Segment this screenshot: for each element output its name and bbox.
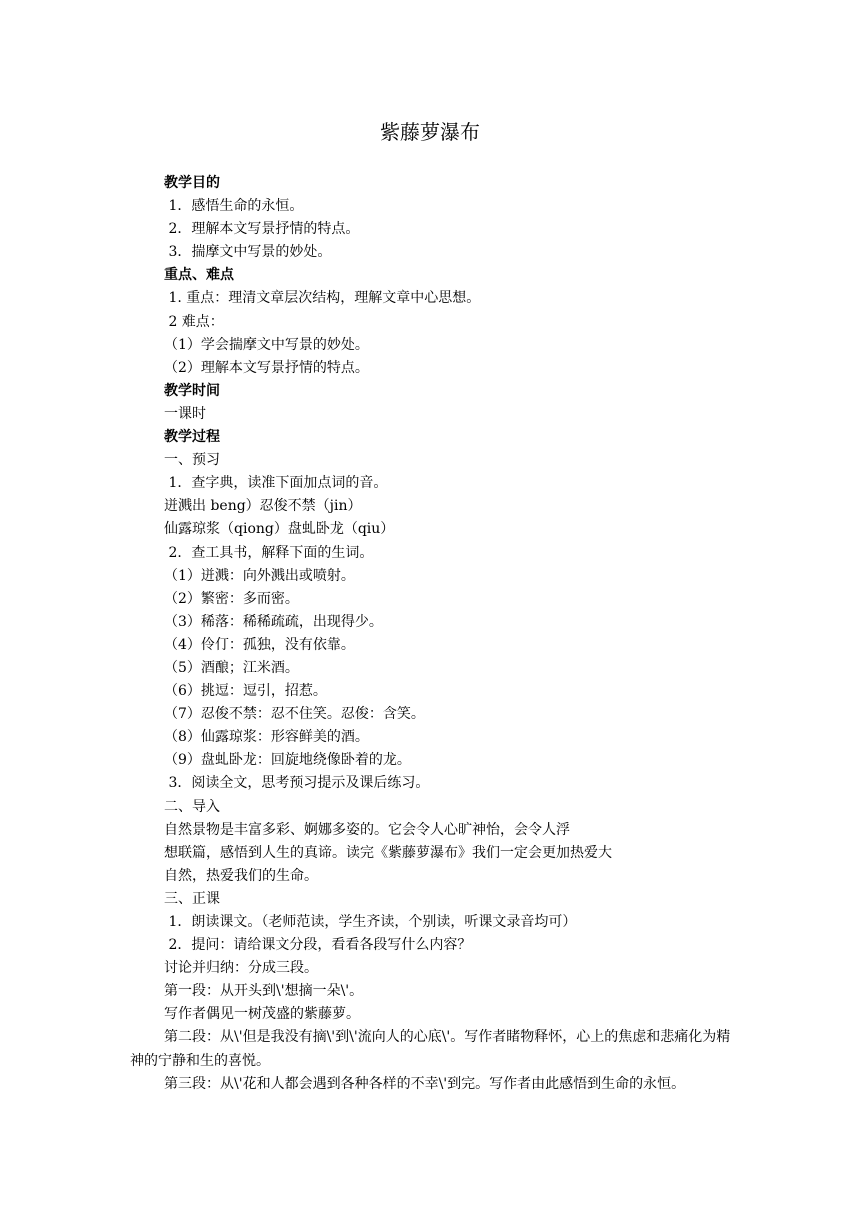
- text-line: 自然，热爱我们的生命。: [164, 867, 318, 884]
- text-line: 写作者偶见一树茂盛的紫藤萝。: [164, 1006, 360, 1023]
- text-line: 第三段：从\'花和人都会遇到各种各样的不幸\'到完。写作者由此感悟到生命的永恒。: [164, 1075, 686, 1092]
- text-line: 1．朗读课文。（老师范读，学生齐读，个别读，听课文录音均可）: [164, 914, 577, 930]
- text-line: （2）繁密：多而密。: [164, 590, 299, 607]
- section-heading: 教学过程: [164, 429, 220, 446]
- text-line: （1）学会揣摩文中写景的妙处。: [164, 336, 369, 353]
- text-line: 1. 重点：理清文章层次结构，理解文章中心思想。: [164, 290, 481, 307]
- text-line: 想联篇，感悟到人生的真谛。读完《紫藤萝瀑布》我们一定会更加热爱大: [164, 844, 612, 861]
- text-line: 第一段：从开头到\'想摘一朵\'。: [164, 983, 364, 1000]
- section-heading: 教学目的: [164, 175, 220, 191]
- text-line: （2）理解本文写景抒情的特点。: [164, 359, 369, 376]
- text-line: （5）酒酿；江米酒。: [164, 659, 299, 676]
- text-line: （8）仙露琼浆：形容鲜美的酒。: [164, 729, 369, 746]
- text-line: 自然景物是丰富多彩、婀娜多姿的。它会令人心旷神怡，会令人浮: [164, 821, 570, 838]
- text-line: 1．感悟生命的永恒。: [164, 198, 304, 215]
- text-line: 3．阅读全文，思考预习提示及课后练习。: [164, 775, 430, 792]
- text-line: 2．提问：请给课文分段，看看各段写什么内容？: [164, 937, 472, 954]
- text-line: （4）伶仃：孤独，没有依靠。: [164, 636, 355, 653]
- text-line: 迸溅出 beng）忍俊不禁（jin）: [164, 498, 362, 515]
- document-body: [130, 172, 735, 1096]
- document-title: 紫藤萝瀑布: [380, 120, 480, 144]
- text-line: 3．揣摩文中写景的妙处。: [164, 244, 332, 261]
- text-line: 2 难点：: [164, 313, 224, 330]
- text-line: 一课时: [164, 405, 206, 422]
- text-line: 第二段：从\'但是我没有摘\'到\'流向人的心底\'。写作者睹物释怀，心上的焦虑和悲痛化为精神的宁静和生的喜悦。: [130, 1029, 731, 1069]
- text-line: 2．查工具书，解释下面的生词。: [164, 544, 374, 561]
- section-heading: 重点、难点: [164, 267, 234, 284]
- text-line: 1．查字典，读准下面加点词的音。: [164, 475, 388, 492]
- text-line: 三、正课: [164, 890, 220, 907]
- text-line: （1）迸溅：向外溅出或喷射。: [164, 567, 355, 584]
- section-heading: 教学时间: [164, 382, 220, 399]
- text-line: 讨论并归纳：分成三段。: [164, 960, 318, 977]
- text-line: 二、导入: [164, 798, 220, 815]
- text-line: （9）盘虬卧龙：回旋地绕像卧着的龙。: [164, 752, 411, 769]
- text-line: （6）挑逗：逗引，招惹。: [164, 683, 327, 700]
- text-line: （7）忍俊不禁：忍不住笑。忍俊：含笑。: [164, 706, 425, 723]
- text-line: 仙露琼浆（qiong）盘虬卧龙（qiu）: [164, 521, 395, 538]
- text-line: 2．理解本文写景抒情的特点。: [164, 221, 360, 238]
- text-line: 一、预习: [164, 452, 220, 469]
- text-line: （3）稀落：稀稀疏疏，出现得少。: [164, 613, 383, 630]
